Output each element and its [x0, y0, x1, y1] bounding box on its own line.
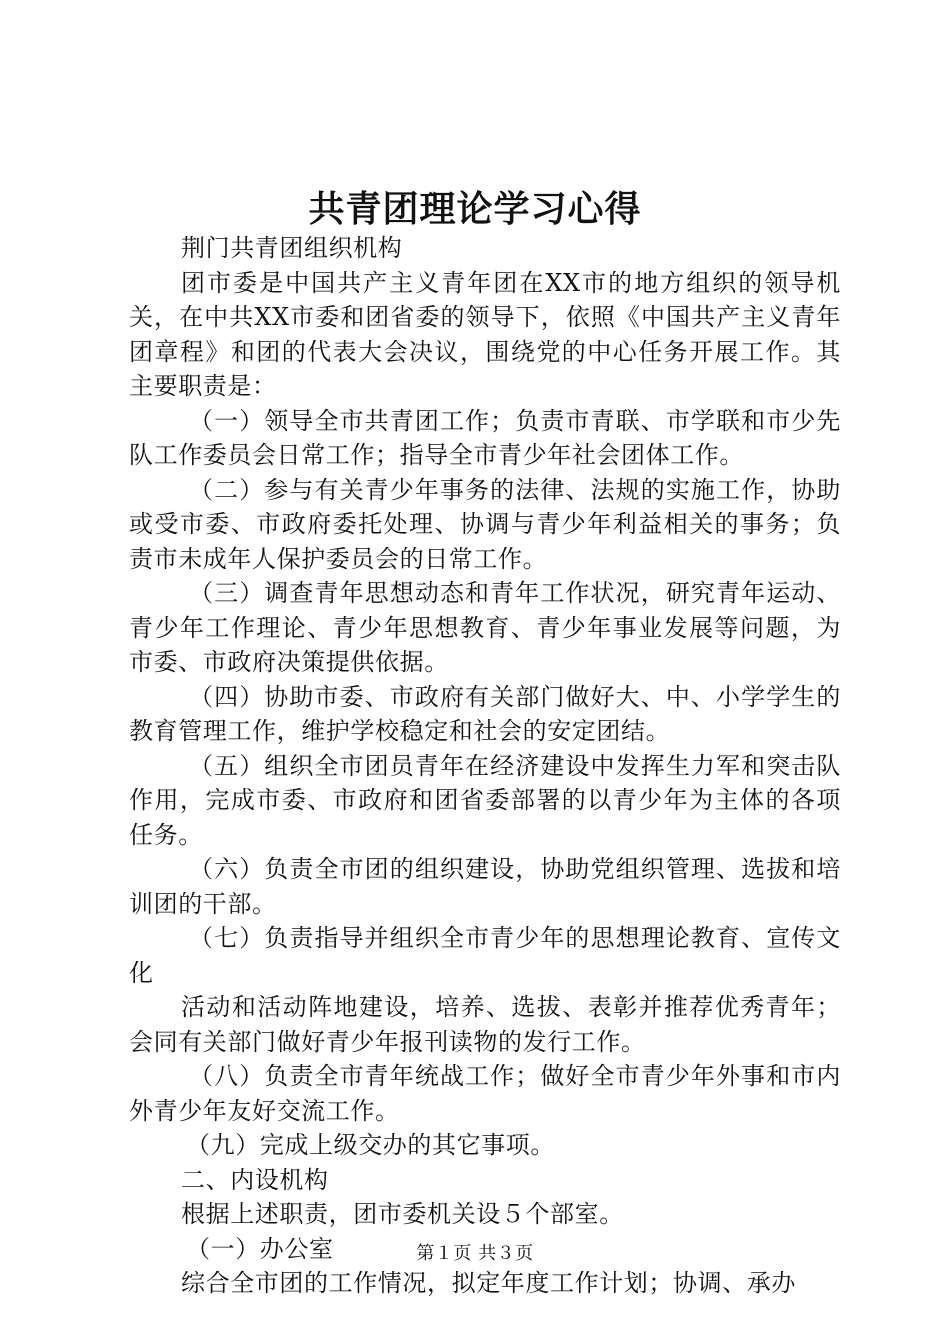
paragraph-duty-3: （三）调查青年思想动态和青年工作状况，研究青年运动、青少年工作理论、青少年思想教育、青少年事业发展等问题，为市委、市政府决策提供依据。 — [129, 579, 841, 676]
paragraph-duty-6: （六）负责全市团的组织建设，协助党组织管理、选拔和培训团的干部。 — [129, 855, 841, 918]
paragraph-intro: 团市委是中国共产主义青年团在XX市的地方组织的领导机关，在中共XX市委和团省委的领导下，依照《中国共产主义青年团章程》和团的代表大会决议，围绕党的中心任务开展工作。其主要职责是： — [129, 268, 841, 400]
paragraph-units-summary: 根据上述职责，团市委机关设５个部室。 — [181, 1200, 624, 1228]
page-number: 第１页 共３页 — [416, 1243, 534, 1264]
paragraph-org-heading: 荆门共青团组织机构 — [181, 234, 403, 262]
paragraph-office-duties: 综合全市团的工作情况，拟定年度工作计划；协调、承办 — [181, 1269, 796, 1297]
subsection-heading-office: （一）办公室 — [186, 1234, 334, 1263]
paragraph-duty-8: （八）负责全市青年统战工作；做好全市青少年外事和市内外青少年友好交流工作。 — [129, 1062, 841, 1125]
paragraph-duty-7-continued: 活动和活动阵地建设，培养、选拔、表彰并推荐优秀青年；会同有关部门做好青少年报刊读物的发行工作。 — [129, 993, 841, 1056]
paragraph-duty-1: （一）领导全市共青团工作；负责市青联、市学联和市少先队工作委员会日常工作；指导全市青少年社会团体工作。 — [129, 406, 841, 469]
paragraph-duty-9: （九）完成上级交办的其它事项。 — [186, 1131, 555, 1159]
paragraph-duty-7: （七）负责指导并组织全市青少年的思想理论教育、宣传文化 — [129, 924, 841, 987]
section-heading-internal-units: 二、内设机构 — [181, 1165, 329, 1194]
paragraph-duty-4: （四）协助市委、市政府有关部门做好大、中、小学学生的教育管理工作，维护学校稳定和社会的安定团结。 — [129, 682, 841, 745]
paragraph-duty-2: （二）参与有关青少年事务的法律、法规的实施工作，协助或受市委、市政府委托处理、协调与青少年利益相关的事务；负责市未成年人保护委员会的日常工作。 — [129, 475, 841, 573]
document-body — [129, 231, 841, 1301]
document-title: 共青团理论学习心得 — [308, 188, 642, 230]
paragraph-duty-5: （五）组织全市团员青年在经济建设中发挥生力军和突击队作用，完成市委、市政府和团省委部署的以青少年为主体的各项任务。 — [129, 751, 841, 849]
